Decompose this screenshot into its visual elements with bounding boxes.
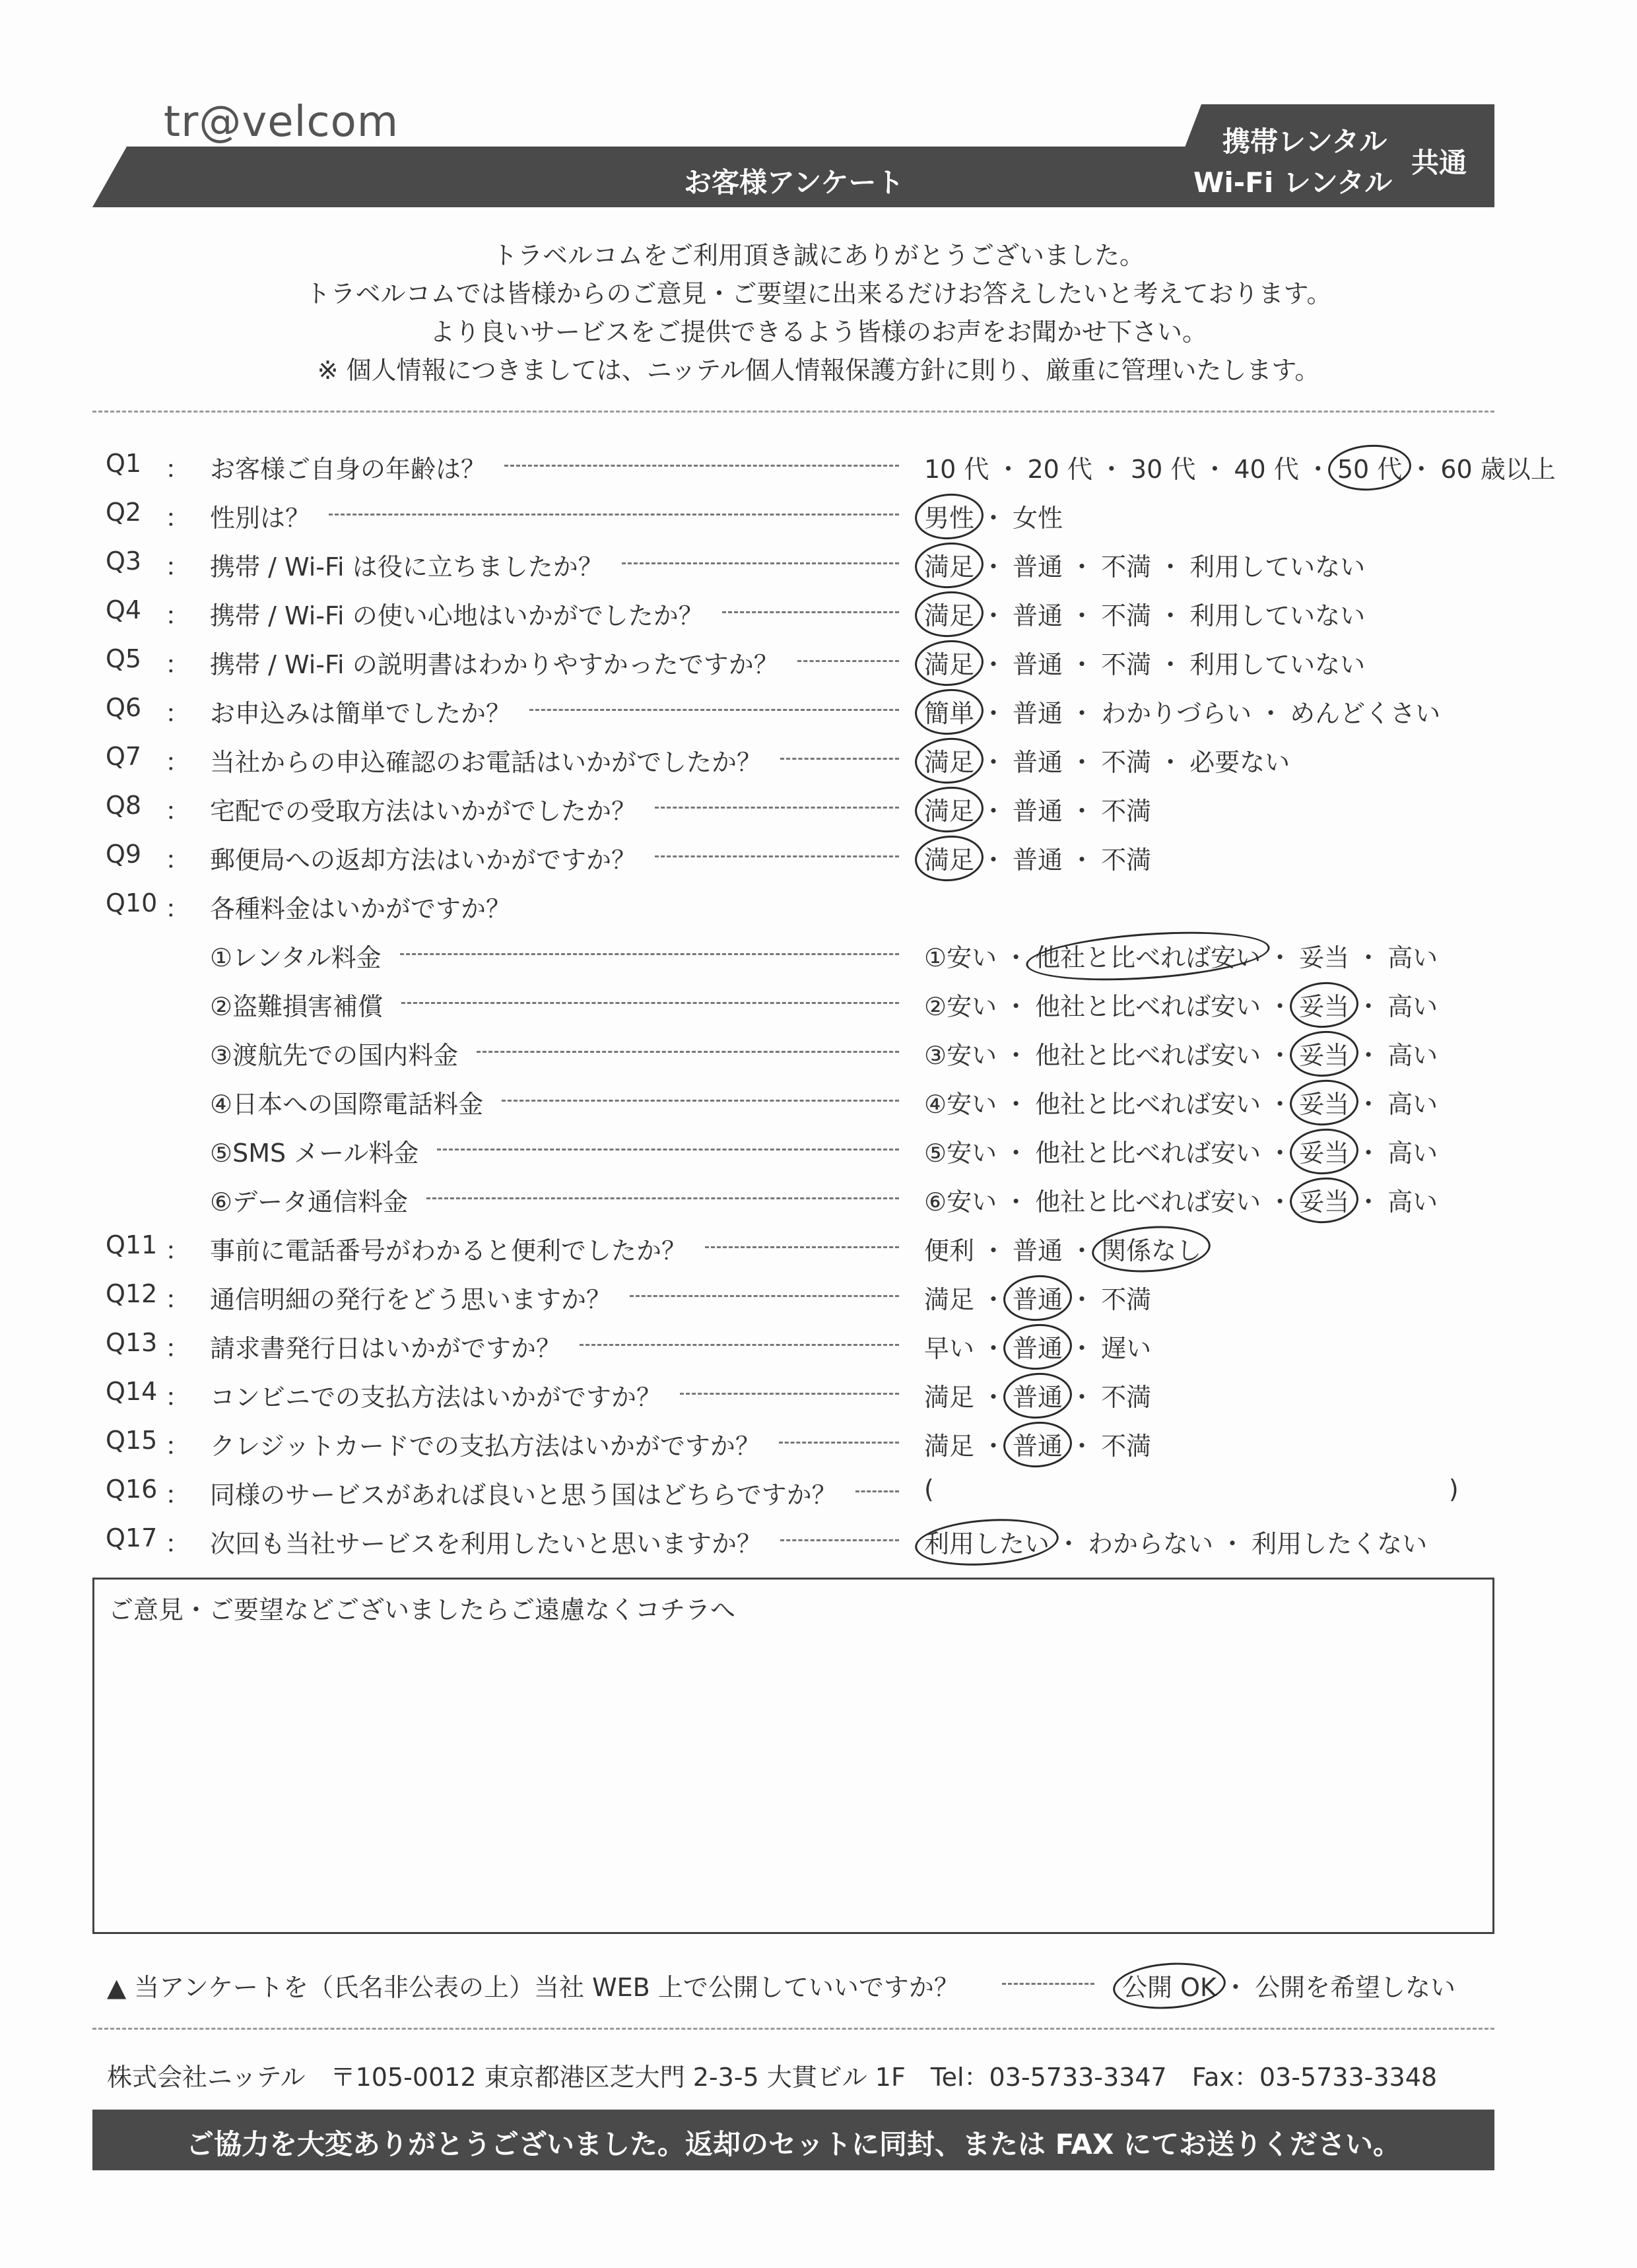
option-separator: ・ [1158,552,1184,582]
leader-line [426,1197,899,1199]
q2-answers [924,498,1063,534]
q10-item-label: ①レンタル料金 [210,943,382,972]
q17-answers [924,1523,1427,1560]
question-colon: ： [165,1383,191,1412]
q10-item-option[interactable]: 他社と比べれば安い [1035,1041,1261,1070]
q6-option-selected[interactable]: 簡単 [924,693,974,729]
q10-item-option[interactable]: 他社と比べれば安い [1035,992,1261,1021]
q11-number: Q11 [106,1230,158,1259]
q1-option-selected[interactable]: 50 代 [1337,449,1402,485]
selection-circle [1002,1273,1074,1323]
q14-answers [924,1377,1151,1413]
q16-answers [924,1475,1459,1504]
q10-item-option[interactable]: 高い [1387,943,1438,972]
q13-answers [924,1328,1151,1364]
publish-option-selected[interactable]: 公開 OK [1122,1967,1217,2003]
option-separator: ・ [981,601,1007,630]
q12-text: 通信明細の発行をどう思いますか？ [210,1285,612,1314]
q10-item-option[interactable]: 他社と比べれば安い [1035,1187,1261,1217]
q5-option-selected[interactable]: 満足 [924,644,974,681]
selection-circle [914,589,986,639]
option-separator: ・ [981,504,1007,533]
intro-line-4: ※ 個人情報につきましては、ニッテル個人情報保護方針に則り、厳重に管理いたします。 [317,356,1320,385]
q10-item-label: ⑤SMS メール料金 [210,1139,419,1168]
option-separator: ・ [1003,943,1029,972]
q10-item-option-selected[interactable]: 妥当 [1299,1035,1349,1071]
option-separator: ・ [1258,699,1284,728]
selection-circle [1327,442,1413,494]
q3-text: 携帯 / Wi-Fi は役に立ちましたか？ [210,552,603,582]
publish-question: ▲ 当アンケートを（氏名非公表の上）当社 WEB 上で公開していいですか？ [107,1973,959,2002]
q2-option[interactable]: 女性 [1013,504,1063,533]
q15-text: クレジットカードでの支払方法はいかがですか？ [210,1432,760,1461]
q11-answers [924,1230,1201,1267]
page-title: お客様アンケート [684,166,904,199]
q10-item-option[interactable]: ⑤安い [924,1139,997,1168]
selection-circle [1112,1959,1227,2013]
selection-circle [1024,925,1271,987]
q2-text: 性別は？ [210,504,311,533]
q9-answers [924,840,1151,876]
q5-answers [924,644,1365,681]
q3-option[interactable]: 不満 [1101,552,1152,582]
q10-item-option[interactable]: ①安い [924,943,997,972]
selection-circle [914,540,986,590]
q3-answers [924,547,1365,583]
divider [92,2028,1494,2030]
q10-item-option[interactable]: 高い [1387,1090,1438,1119]
q3-option-selected[interactable]: 満足 [924,547,974,583]
leader-line [680,1393,899,1395]
q7-answers [924,742,1290,778]
question-colon: ： [165,1334,191,1363]
leader-line [502,1100,899,1102]
option-separator: ・ [1069,748,1095,777]
selection-circle [1288,1126,1360,1176]
q7-text: 当社からの申込確認のお電話はいかがでしたか？ [210,748,762,777]
q10-item-label: ④日本への国際電話料金 [210,1090,484,1119]
q9-option-selected[interactable]: 満足 [924,840,974,876]
q7-number: Q7 [106,742,142,771]
q10-item-option[interactable]: 高い [1387,1187,1438,1217]
q1-number: Q1 [106,449,142,478]
q17-option[interactable]: わからない [1088,1529,1214,1558]
option-separator: ・ [1158,748,1184,777]
option-separator: ・ [1003,1187,1029,1217]
question-colon: ： [165,1481,191,1510]
q13-option[interactable]: 早い [924,1334,975,1363]
q7-option[interactable]: 必要ない [1189,748,1290,777]
q14-option-selected[interactable]: 普通 [1013,1377,1063,1413]
option-separator: ・ [981,650,1007,679]
option-separator: ・ [1356,1041,1382,1070]
q6-option[interactable]: めんどくさい [1290,699,1441,728]
leader-line [329,514,899,516]
q4-option[interactable]: 普通 [1013,601,1063,630]
leader-line [580,1344,899,1346]
q10-item-option-selected[interactable]: 妥当 [1299,1133,1349,1169]
selection-circle [1288,1028,1360,1079]
publish-option[interactable]: 公開を希望しない [1254,1973,1455,2002]
q10-item-label: ③渡航先での国内料金 [210,1041,459,1070]
q10-item-answers [924,1035,1438,1071]
question-colon: ： [165,797,191,826]
q10-item-option[interactable]: 妥当 [1299,943,1350,972]
q17-number: Q17 [106,1523,158,1552]
question-colon: ： [165,1285,191,1314]
leader-line [400,953,899,955]
q14-number: Q14 [106,1377,158,1406]
q10-item-option-selected[interactable]: 妥当 [1299,1084,1349,1120]
option-separator: ・ [1267,1187,1293,1217]
q16-text: 同様のサービスがあれば良いと思う国はどちらですか？ [210,1481,837,1510]
option-separator: ・ [1069,1236,1095,1265]
q10-text: 各種料金はいかがですか？ [210,894,512,923]
question-colon: ： [165,601,191,630]
q10-item-answers [924,937,1438,974]
leader-line [705,1246,899,1248]
leader-line [630,1295,899,1297]
question-colon: ： [165,699,191,728]
q17-option-selected[interactable]: 利用したい [924,1523,1050,1560]
option-separator: ・ [1356,943,1382,972]
q10-item-option[interactable]: 高い [1387,1139,1438,1168]
company-info: 株式会社ニッテル 〒105-0012 東京都港区芝大門 2-3-5 大貫ビル 1F Tel：03-5733-3347 Fax：03-5733-3348 [107,2063,1438,2092]
footer-thanks: ご協力を大変ありがとうございました。返却のセットに同封、または FAX にてお送りください。 [185,2128,1401,2160]
option-separator: ・ [1222,1973,1248,2002]
q5-option[interactable]: 不満 [1101,650,1152,679]
leader-line [401,1002,899,1004]
option-separator: ・ [981,797,1007,826]
leader-line [622,562,899,564]
question-colon: ： [165,748,191,777]
q8-text: 宅配での受取方法はいかがでしたか？ [210,797,637,826]
q12-option[interactable]: 満足 [924,1285,975,1314]
option-separator: ・ [1003,1041,1029,1070]
q10-item-option-selected[interactable]: 他社と比べれば安い [1035,937,1261,974]
q4-option[interactable]: 不満 [1101,601,1152,630]
leader-line [779,1442,899,1444]
question-colon: ： [165,846,191,875]
option-separator: ・ [1267,992,1293,1021]
leader-line [477,1051,899,1053]
q10-item-option-selected[interactable]: 妥当 [1299,1182,1349,1218]
q10-item-answers [924,1133,1438,1169]
q10-item-label: ⑥データ通信料金 [210,1187,409,1217]
q2-number: Q2 [106,498,142,527]
q11-option[interactable]: 普通 [1013,1236,1063,1265]
selection-circle [914,686,986,737]
q6-number: Q6 [106,693,142,722]
q13-option[interactable]: 遅い [1101,1334,1152,1363]
q12-answers [924,1279,1151,1316]
q1-option[interactable]: 30 代 [1130,455,1196,484]
q10-item-answers [924,1182,1438,1218]
q3-option[interactable]: 普通 [1013,552,1063,582]
q4-answers [924,595,1365,632]
q10-item-option[interactable]: ④安い [924,1090,997,1119]
selection-circle [1002,1370,1074,1420]
option-separator: ・ [1098,455,1124,484]
q15-option[interactable]: 不満 [1101,1432,1152,1461]
q8-option[interactable]: 普通 [1013,797,1063,826]
option-separator: ・ [1003,992,1029,1021]
selection-circle [1090,1222,1212,1276]
q8-answers [924,791,1151,827]
q7-option[interactable]: 不満 [1101,748,1152,777]
option-separator: ・ [981,1236,1007,1265]
q9-text: 郵便局への返却方法はいかがですか？ [210,846,637,875]
q15-answers [924,1426,1151,1462]
option-separator: ・ [1267,1090,1293,1119]
q5-number: Q5 [106,644,142,673]
q1-option[interactable]: 40 代 [1234,455,1299,484]
question-colon: ： [165,1529,191,1558]
option-separator: ・ [1267,1041,1293,1070]
leader-line [855,1490,899,1492]
q6-text: お申込みは簡単でしたか？ [210,699,512,728]
option-separator: ・ [981,699,1007,728]
option-separator: ・ [1356,1187,1382,1217]
q3-number: Q3 [106,547,142,576]
option-separator: ・ [1069,1432,1095,1461]
option-separator: ・ [981,1432,1007,1461]
option-separator: ・ [1409,455,1434,484]
option-separator: ・ [1003,1139,1029,1168]
leader-line [797,660,899,662]
q9-option[interactable]: 不満 [1101,846,1152,875]
q17-option[interactable]: 利用したくない [1252,1529,1428,1558]
q14-text: コンビニでの支払方法はいかがですか？ [210,1383,662,1412]
q15-option[interactable]: 満足 [924,1432,975,1461]
selection-circle [1288,1077,1360,1127]
intro-line-2: トラベルコムでは皆様からのご意見・ご要望に出来るだけお答えしたいと考えております。 [305,279,1332,308]
q16-open-paren: ( [924,1475,934,1504]
selection-circle [1288,980,1360,1030]
leader-line [1002,1983,1094,1985]
q4-option[interactable]: 利用していない [1189,601,1366,630]
question-colon: ： [165,552,191,582]
question-colon: ： [165,894,191,923]
leader-line [780,1539,899,1541]
question-colon: ： [165,455,191,484]
publish-answer [1122,1967,1455,2003]
q8-option-selected[interactable]: 満足 [924,791,974,827]
q15-number: Q15 [106,1426,158,1455]
q10-item-option[interactable]: 高い [1387,1041,1438,1070]
option-separator: ・ [981,1285,1007,1314]
q11-option-selected[interactable]: 関係なし [1101,1230,1201,1267]
option-separator: ・ [1202,455,1228,484]
q10-number: Q10 [106,888,158,917]
leader-line [780,758,899,760]
divider [92,411,1494,413]
q14-option[interactable]: 不満 [1101,1383,1152,1412]
q12-option-selected[interactable]: 普通 [1013,1279,1063,1316]
option-separator: ・ [1003,1090,1029,1119]
comment-prompt: ご意見・ご要望などございましたらご遠慮なくコチラへ [108,1595,736,1624]
option-separator: ・ [1305,455,1331,484]
leader-line [722,611,899,613]
q3-option[interactable]: 利用していない [1189,552,1366,582]
selection-circle [914,735,986,785]
option-separator: ・ [1158,601,1184,630]
q10-item-option[interactable]: ②安い [924,992,997,1021]
q10-item-answers [924,1084,1438,1120]
option-separator: ・ [1069,846,1095,875]
question-colon: ： [165,650,191,679]
q2-option-selected[interactable]: 男性 [924,498,974,534]
selection-circle [1288,1175,1360,1225]
option-separator: ・ [1069,650,1095,679]
rental-wifi-label: Wi-Fi レンタル [1193,166,1393,199]
selection-circle [914,1514,1060,1570]
selection-circle [914,638,986,688]
leader-line [529,709,899,711]
selection-circle [914,491,986,541]
q14-option[interactable]: 満足 [924,1383,975,1412]
option-separator: ・ [1356,992,1382,1021]
q9-number: Q9 [106,840,142,869]
q10-item-option[interactable]: 高い [1387,992,1438,1021]
rental-mobile-label: 携帯レンタル [1222,125,1387,158]
q16-number: Q16 [106,1475,158,1504]
question-colon: ： [165,1432,191,1461]
selection-circle [1002,1419,1074,1469]
q5-option[interactable]: 普通 [1013,650,1063,679]
q4-number: Q4 [106,595,142,624]
intro-line-3: より良いサービスをご提供できるよう皆様のお声をお聞かせ下さい。 [429,317,1207,347]
question-colon: ： [165,1236,191,1265]
leader-line [655,807,899,809]
q13-text: 請求書発行日はいかがですか？ [210,1334,562,1363]
q6-option[interactable]: わかりづらい [1101,699,1252,728]
option-separator: ・ [1069,1383,1095,1412]
option-separator: ・ [1158,650,1184,679]
q12-number: Q12 [106,1279,158,1308]
q13-option-selected[interactable]: 普通 [1013,1328,1063,1364]
option-separator: ・ [1069,797,1095,826]
q1-text: お客様ご自身の年齢は？ [210,455,486,484]
option-separator: ・ [1069,1285,1095,1314]
q16-close-paren: ) [1448,1475,1459,1504]
option-separator: ・ [1056,1529,1082,1558]
selection-circle [1002,1321,1074,1372]
q6-option[interactable]: 普通 [1013,699,1063,728]
q12-option[interactable]: 不満 [1101,1285,1152,1314]
option-separator: ・ [1220,1529,1246,1558]
travelcom-logo: tr@velcom [164,98,399,147]
q9-option[interactable]: 普通 [1013,846,1063,875]
q8-option[interactable]: 不満 [1101,797,1152,826]
q1-option[interactable]: 60 歳以上 [1440,455,1556,484]
q10-item-answers [924,986,1438,1022]
leader-line [504,465,899,467]
q10-item-option[interactable]: 他社と比べれば安い [1035,1090,1261,1119]
leader-line [655,855,899,857]
option-separator: ・ [1356,1090,1382,1119]
option-separator: ・ [1069,1334,1095,1363]
q8-number: Q8 [106,791,142,820]
comment-box[interactable] [92,1578,1494,1934]
q15-option-selected[interactable]: 普通 [1013,1426,1063,1462]
option-separator: ・ [981,846,1007,875]
option-separator: ・ [1069,601,1095,630]
q1-answers [924,449,1556,485]
leader-line [437,1149,899,1151]
question-colon: ： [165,504,191,533]
q10-item-label: ②盗難損害補償 [210,992,384,1021]
option-separator: ・ [1069,552,1095,582]
option-separator: ・ [995,455,1021,484]
intro-line-1: トラベルコムをご利用頂き誠にありがとうございました。 [492,241,1145,270]
q10-item-option[interactable]: ③安い [924,1041,997,1070]
option-separator: ・ [1069,699,1095,728]
option-separator: ・ [981,748,1007,777]
q11-option[interactable]: 便利 [924,1236,975,1265]
option-separator: ・ [1267,943,1293,972]
q13-number: Q13 [106,1328,158,1357]
selection-circle [914,784,986,834]
q7-option-selected[interactable]: 満足 [924,742,974,778]
q10-item-option-selected[interactable]: 妥当 [1299,986,1349,1022]
q4-option-selected[interactable]: 満足 [924,595,974,632]
q4-text: 携帯 / Wi-Fi の使い心地はいかがでしたか？ [210,601,704,630]
option-separator: ・ [981,552,1007,582]
q5-text: 携帯 / Wi-Fi の説明書はわかりやすかったですか？ [210,650,779,679]
q10-item-option[interactable]: 他社と比べれば安い [1035,1139,1261,1168]
option-separator: ・ [981,1334,1007,1363]
q7-option[interactable]: 普通 [1013,748,1063,777]
q6-answers [924,693,1440,729]
q11-text: 事前に電話番号がわかると便利でしたか？ [210,1236,687,1265]
selection-circle [914,833,986,883]
q17-text: 次回も当社サービスを利用したいと思いますか？ [210,1529,762,1558]
option-separator: ・ [1356,1139,1382,1168]
q1-option[interactable]: 10 代 [924,455,989,484]
q1-option[interactable]: 20 代 [1027,455,1092,484]
shared-label: 共通 [1411,147,1467,179]
option-separator: ・ [1267,1139,1293,1168]
q10-item-option[interactable]: ⑥安い [924,1187,997,1217]
option-separator: ・ [981,1383,1007,1412]
q5-option[interactable]: 利用していない [1189,650,1366,679]
